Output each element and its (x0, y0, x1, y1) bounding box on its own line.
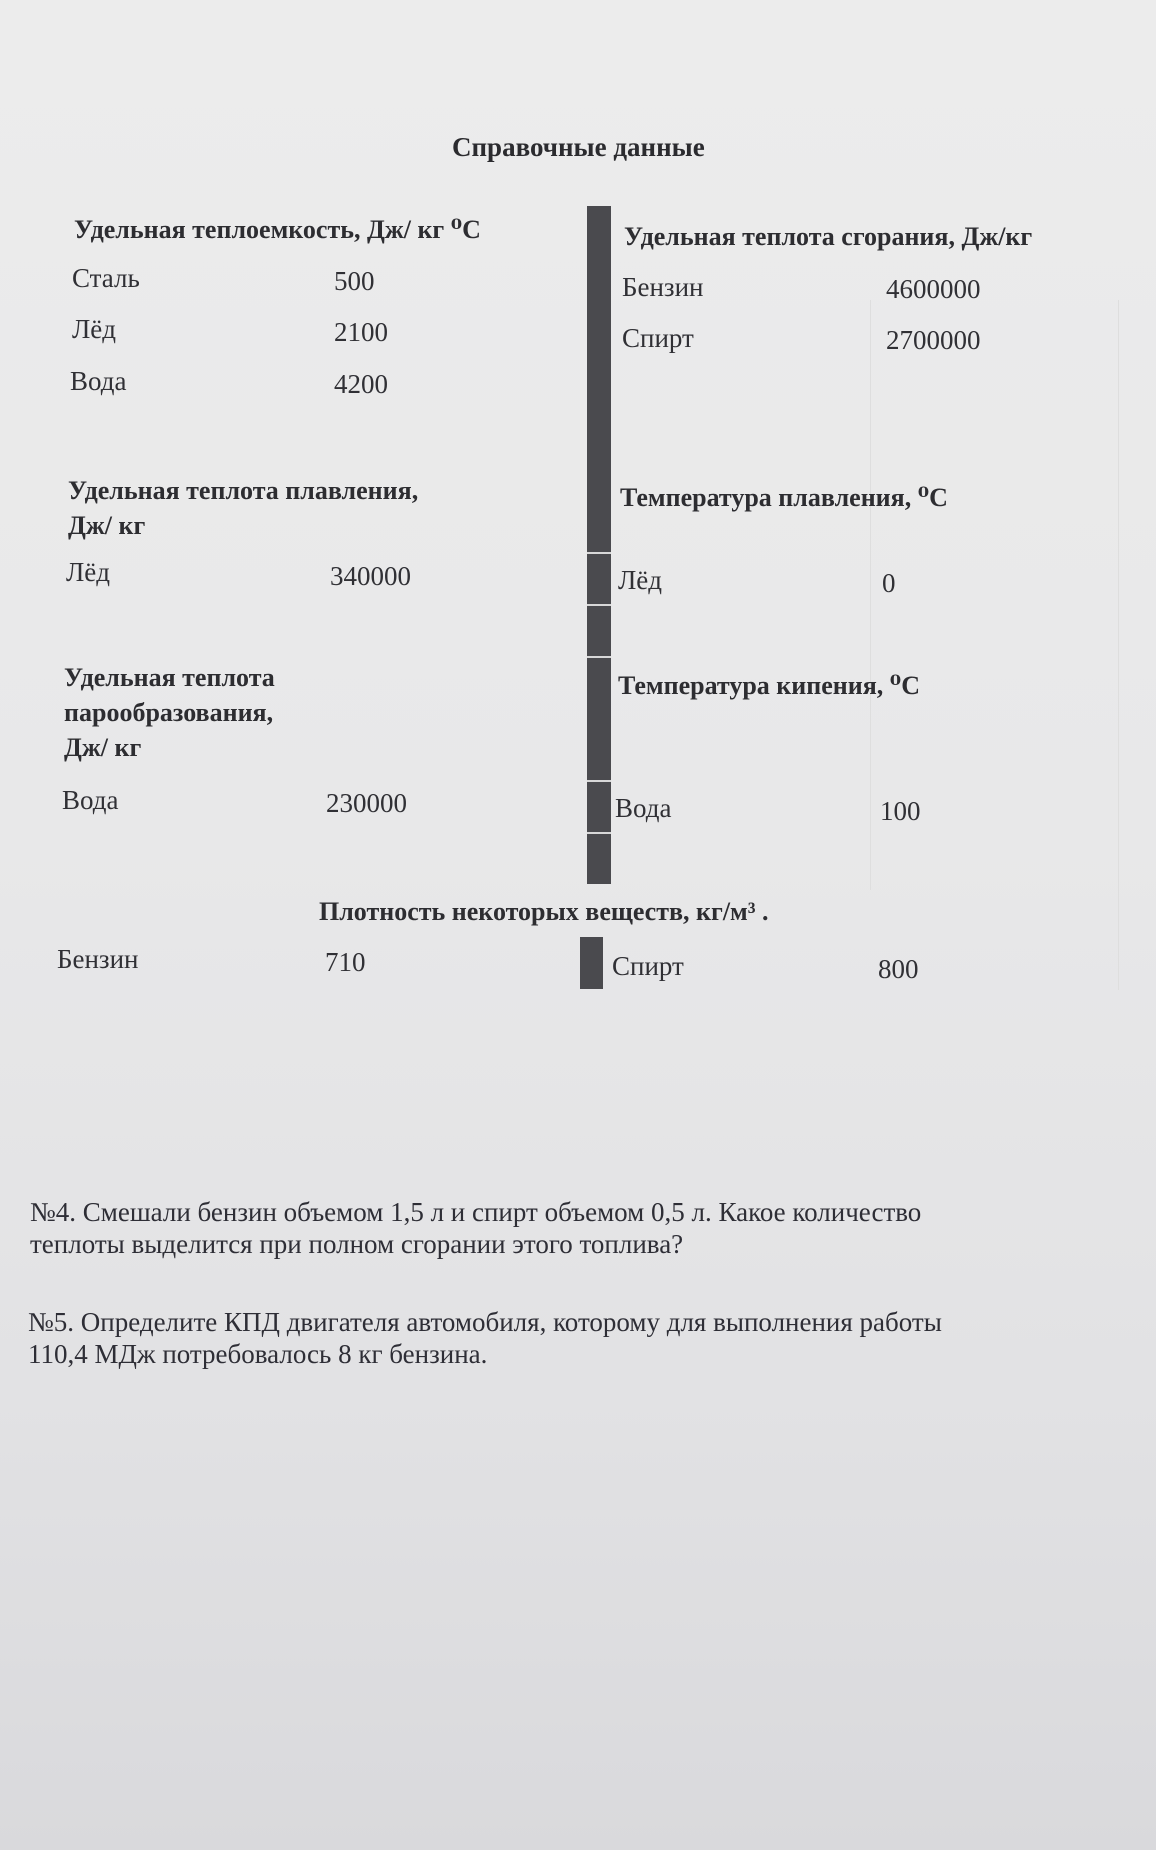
divider-segment (587, 780, 611, 782)
heat-capacity-value: 2100 (334, 317, 388, 347)
divider-segment (587, 552, 611, 554)
problem-5 (28, 1306, 1128, 1370)
combustion-heat-heading: Удельная теплота сгорания, Дж/кг (624, 222, 1033, 251)
vaporization-heat-value: 230000 (326, 788, 407, 818)
combustion-heat-value: 4600000 (886, 274, 981, 304)
density-name: Спирт (612, 951, 684, 981)
fusion-heat-heading (68, 473, 418, 543)
heat-capacity-heading: Удельная теплоемкость, Дж/ кг ⁰С (74, 215, 481, 244)
problem-4 (30, 1196, 1130, 1260)
melting-temp-value: 0 (882, 568, 896, 598)
problem-line: 110,4 МДж потребовалось 8 кг бензина. (28, 1339, 488, 1369)
fusion-heat-name: Лёд (66, 557, 111, 587)
heat-capacity-name: Лёд (72, 314, 117, 344)
problem-line: №5. Определите КПД двигателя автомобиля, которому для выполнения работы (28, 1307, 942, 1337)
melting-temp-name: Лёд (618, 565, 663, 595)
boiling-temp-value: 100 (880, 796, 921, 826)
divider-segment (587, 656, 611, 658)
density-value: 800 (878, 954, 919, 984)
melting-temp-heading: Температура плавления, ⁰С (620, 483, 948, 512)
problem-line: теплоты выделится при полном сгорании этого топлива? (30, 1229, 684, 1259)
grid-line (870, 300, 871, 890)
density-heading: Плотность некоторых веществ, кг/м³ . (319, 897, 769, 926)
vaporization-heat-heading (64, 660, 275, 765)
divider-segment (587, 604, 611, 606)
combustion-heat-name: Спирт (622, 323, 694, 353)
vaporization-heat-heading-line: Дж/ кг (64, 733, 142, 762)
boiling-temp-name: Вода (615, 793, 672, 823)
problem-line: №4. Смешали бензин объемом 1,5 л и спирт объемом 0,5 л. Какое количество (30, 1197, 922, 1227)
grid-line (1118, 300, 1119, 990)
combustion-heat-name: Бензин (622, 272, 704, 302)
fusion-heat-heading-line: Дж/ кг (68, 511, 146, 540)
heat-capacity-value: 500 (334, 266, 375, 296)
page-title: Справочные данные (452, 132, 705, 162)
column-divider (587, 206, 611, 884)
heat-capacity-name: Сталь (72, 263, 140, 293)
heat-capacity-name: Вода (70, 366, 127, 396)
heat-capacity-value: 4200 (334, 369, 388, 399)
column-divider-density (580, 937, 603, 989)
boiling-temp-heading: Температура кипения, ⁰С (618, 671, 920, 700)
divider-segment (587, 832, 611, 834)
vaporization-heat-heading-line: Удельная теплота (64, 663, 275, 692)
density-name: Бензин (57, 944, 139, 974)
fusion-heat-value: 340000 (330, 561, 411, 591)
fusion-heat-heading-line: Удельная теплота плавления, (68, 476, 419, 505)
density-value: 710 (325, 947, 366, 977)
combustion-heat-value: 2700000 (886, 325, 981, 355)
vaporization-heat-heading-line: парообразования, (64, 698, 274, 727)
vaporization-heat-name: Вода (62, 785, 119, 815)
